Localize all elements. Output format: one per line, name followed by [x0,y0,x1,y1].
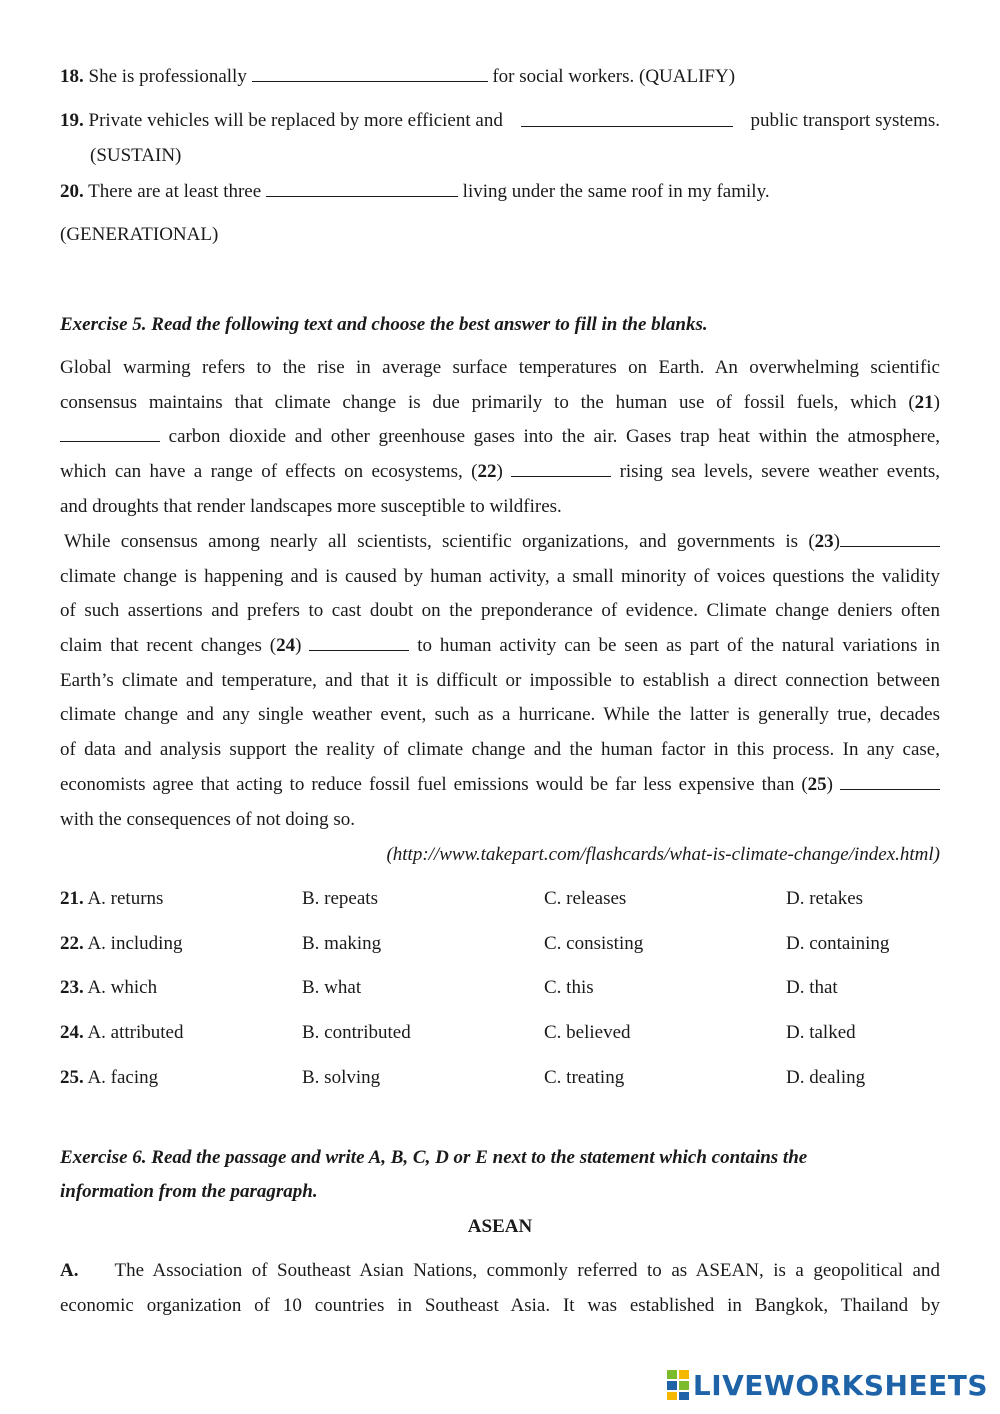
question-text-before: Private vehicles will be replaced by more efficient and [88,110,503,131]
option-a[interactable]: 24. A. attributed [60,1022,184,1043]
text-line: economists agree that acting to reduce fossil fuel emissions would be far less expensive than (25) [60,768,940,803]
option-b[interactable]: B. what [302,977,362,998]
question-number: 20. [60,181,84,202]
options-row-25 [60,1066,940,1090]
answer-blank-21[interactable] [60,424,160,442]
text-line: climate change is happening and is caused by human activity, a small minority of voices questions the validity [60,565,940,587]
question-19 [60,109,940,133]
answer-blank-18[interactable] [252,64,488,82]
answer-blank-19[interactable] [521,109,733,127]
question-text-before: There are at least three [88,181,262,202]
options-row-22 [60,932,940,956]
blank-number-25: 25 [807,773,827,795]
source-citation: (http://www.takepart.com/flashcards/what-is-climate-change/index.html) [386,844,940,865]
exercise-6-title: Exercise 6. Read the passage and write A, B, C, D or E next to the statement which contains the [60,1147,808,1168]
text-line: claim that recent changes (24) to human activity can be seen as part of the natural variations in [60,635,941,657]
answer-blank-20[interactable] [266,179,458,197]
text-line: of such assertions and prefers to cast doubt on the preponderance of evidence. Climate change deniers often [60,600,940,622]
option-a[interactable]: 21. A. returns [60,888,164,909]
liveworksheets-logo-icon [667,1370,689,1400]
liveworksheets-logo[interactable] [667,1368,988,1402]
question-number: 18. [60,66,84,87]
option-a[interactable]: 23. A. which [60,977,158,998]
answer-blank-25[interactable] [840,772,940,790]
question-text-before: She is professionally [88,66,247,87]
blank-number-24: 24 [276,635,296,657]
option-b[interactable]: B. making [302,933,382,954]
options-row-23 [60,976,940,1000]
question-20-keyword: (GENERATIONAL) [60,224,219,245]
option-d[interactable]: D. talked [786,1022,856,1043]
exercise-5-title: Exercise 5. Read the following text and choose the best answer to fill in the blanks. [60,314,708,335]
question-20 [60,179,770,204]
question-text-after: living under the same roof in my family. [462,181,770,202]
answer-blank-24[interactable] [309,633,409,651]
option-a[interactable]: 25. A. facing [60,1067,159,1088]
question-text-after: for social workers. (QUALIFY) [492,66,736,87]
question-19-keyword: (SUSTAIN) [90,145,182,166]
option-b[interactable]: B. repeats [302,888,378,909]
option-d[interactable]: D. dealing [786,1067,866,1088]
option-b[interactable]: B. solving [302,1067,381,1088]
text-line: Earth’s climate and temperature, and that it is difficult or impossible to establish a direct connection between [60,669,940,691]
option-c[interactable]: C. treating [544,1067,625,1088]
option-c[interactable]: C. this [544,977,594,998]
logo-text: LIVEWORKSHEETS [692,1368,988,1402]
text-line: economic organization of 10 countries in Southeast Asia. It was established in Bangkok, Thailand by [60,1294,940,1316]
option-d[interactable]: D. containing [786,933,890,954]
option-c[interactable]: C. believed [544,1022,631,1043]
answer-blank-22[interactable] [511,459,611,477]
option-b[interactable]: B. contributed [302,1022,411,1043]
text-line: While consensus among nearly all scientists, scientific organizations, and governments is (23) [60,525,940,560]
question-text-after: public transport systems. [750,110,940,131]
options-row-24 [60,1021,940,1045]
exercise-5-paragraph-2 [60,525,940,837]
option-c[interactable]: C. releases [544,888,627,909]
option-c[interactable]: C. consisting [544,933,644,954]
text-line: A. The Association of Southeast Asian Nations, commonly referred to as ASEAN, is a geopolitical and [60,1260,940,1281]
text-line: with the consequences of not doing so. [60,808,355,830]
blank-number-23: 23 [814,531,834,552]
option-a[interactable]: 22. A. including [60,933,183,954]
exercise-6-title-cont: information from the paragraph. [60,1181,318,1202]
exercise-5-paragraph-1 [60,351,940,524]
question-18 [60,64,735,89]
blank-number-22: 22 [477,461,497,483]
text-line: climate change and any single weather event, such as a hurricane. While the latter is generally true, decades [60,704,940,726]
paragraph-a [60,1254,940,1323]
options-row-21 [60,887,940,911]
paragraph-label: A. [60,1260,79,1281]
blank-number-21: 21 [914,391,934,413]
option-d[interactable]: D. that [786,977,838,998]
text-line: of data and analysis support the reality of climate change and the human factor in this process. In any case, [60,739,940,761]
text-line: which can have a range of effects on ecosystems, (22) rising sea levels, severe weather events, [60,461,941,483]
text-line: and droughts that render landscapes more susceptible to wildfires. [60,495,562,517]
text-line: consensus maintains that climate change is due primarily to the human use of fossil fuels, which (21) [60,391,940,413]
option-d[interactable]: D. retakes [786,888,864,909]
text-line: Global warming refers to the rise in average surface temperatures on Earth. An overwhelming scientific [60,357,940,378]
question-number: 19. [60,110,84,131]
answer-blank-23[interactable] [840,529,940,547]
text-line: carbon dioxide and other greenhouse gases into the air. Gases trap heat within the atmosphere, [60,420,940,455]
passage-heading: ASEAN [467,1216,533,1237]
